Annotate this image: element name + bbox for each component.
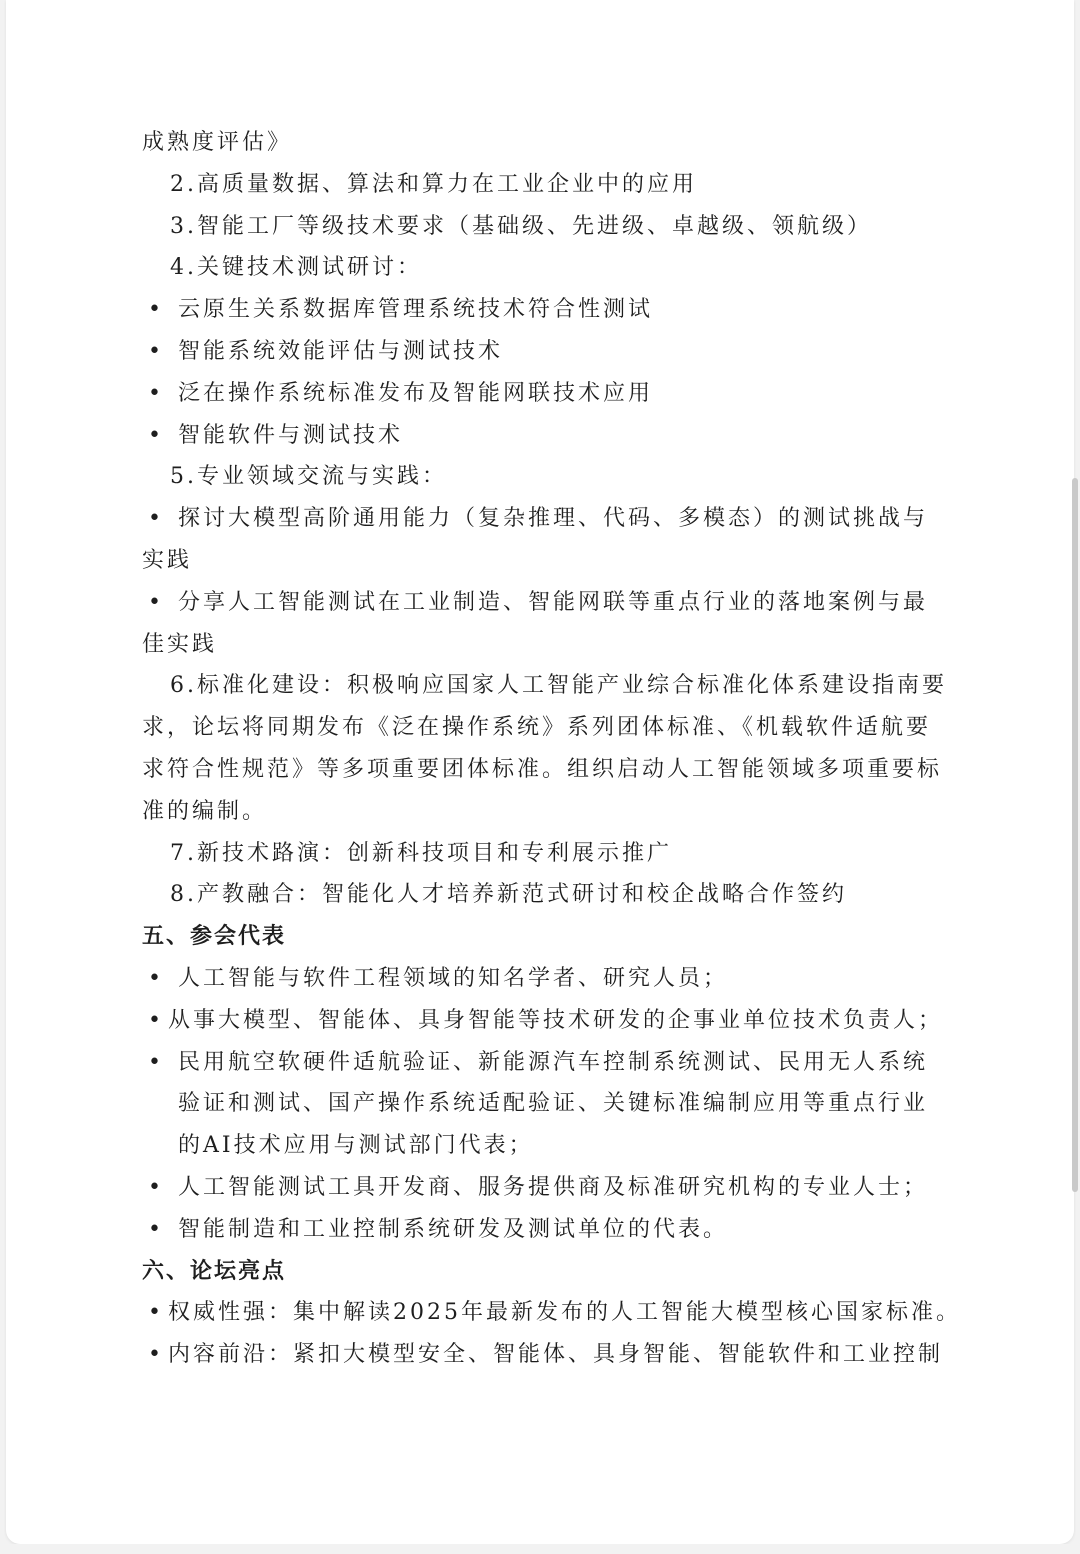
bullet-icon: • <box>148 965 164 991</box>
list-item-4: 4.关键技术测试研讨： <box>170 255 422 281</box>
bullet-text: 内容前沿：紧扣大模型安全、智能体、具身智能、智能软件和工业控制 <box>168 1342 944 1368</box>
bullet-icon: • <box>148 380 164 406</box>
bullet-item <box>142 289 972 331</box>
bullet-icon: • <box>148 1049 164 1075</box>
bullet-text: 人工智能测试工具开发商、服务提供商及标准研究机构的专业人士； <box>178 1174 929 1200</box>
bullet-icon: • <box>148 297 164 323</box>
text-line: 求符合性规范》等多项重要团体标准。组织启动人工智能领域多项重要标 <box>142 756 943 782</box>
text-line: 求，论坛将同期发布《泛在操作系统》系列团体标准、《机载软件适航要 <box>142 715 932 741</box>
bullet-icon: • <box>148 1300 164 1326</box>
bullet-item <box>142 331 972 373</box>
bullet-text: 分享人工智能测试在工业制造、智能网联等重点行业的落地案例与最 <box>178 589 929 615</box>
document-page <box>6 0 1074 1544</box>
document-body <box>142 122 972 1376</box>
bullet-icon: • <box>148 506 164 532</box>
list-item-2: 2.高质量数据、算法和算力在工业企业中的应用 <box>170 171 697 197</box>
text-line: 准的编制。 <box>142 798 268 824</box>
section-heading-5: 五、参会代表 <box>142 923 287 950</box>
bullet-text: 智能制造和工业控制系统研发及测试单位的代表。 <box>178 1216 729 1242</box>
scrollbar[interactable] <box>1072 478 1078 1192</box>
bullet-icon: • <box>148 1342 164 1368</box>
text-line: 佳实践 <box>142 631 218 657</box>
bullet-text: 民用航空软硬件适航验证、新能源汽车控制系统测试、民用无人系统 <box>178 1049 929 1075</box>
bullet-text: 智能系统效能评估与测试技术 <box>178 338 504 364</box>
bullet-icon: • <box>148 589 164 615</box>
bullet-item <box>142 373 972 415</box>
bullet-text: 探讨大模型高阶通用能力（复杂推理、代码、多模态）的测试挑战与 <box>178 506 929 532</box>
section-heading-6: 六、论坛亮点 <box>142 1257 287 1284</box>
bullet-item <box>142 498 972 540</box>
text-line: 验证和测试、国产操作系统适配验证、关键标准编制应用等重点行业 <box>178 1091 929 1117</box>
bullet-item <box>142 1334 972 1376</box>
bullet-icon: • <box>148 1174 164 1200</box>
list-item-6: 6.标准化建设：积极响应国家人工智能产业综合标准化体系建设指南要 <box>170 673 947 699</box>
bullet-item <box>142 1292 972 1334</box>
bullet-icon: • <box>148 1216 164 1242</box>
bullet-item <box>142 415 972 457</box>
bullet-text: 泛在操作系统标准发布及智能网联技术应用 <box>178 380 654 406</box>
list-item-5: 5.专业领域交流与实践： <box>170 464 447 490</box>
bullet-text: 权威性强：集中解读2025年最新发布的人工智能大模型核心国家标准。 <box>168 1300 961 1326</box>
text-line: 的AI技术应用与测试部门代表； <box>178 1133 534 1159</box>
bullet-item <box>142 1167 972 1209</box>
bullet-item <box>142 1042 972 1084</box>
bullet-text: 从事大模型、智能体、具身智能等技术研发的企事业单位技术负责人； <box>168 1007 944 1033</box>
bullet-item <box>142 958 972 1000</box>
bullet-item <box>142 582 972 624</box>
bullet-icon: • <box>148 1007 164 1033</box>
bullet-icon: • <box>148 422 164 448</box>
text-line: 实践 <box>142 547 193 573</box>
bottom-gutter <box>0 1544 1080 1554</box>
bullet-icon: • <box>148 338 164 364</box>
bullet-text: 人工智能与软件工程领域的知名学者、研究人员； <box>178 965 729 991</box>
bullet-item <box>142 1209 972 1251</box>
list-item-8: 8.产教融合：智能化人才培养新范式研讨和校企战略合作签约 <box>170 882 847 908</box>
list-item-7: 7.新技术路演：创新科技项目和专利展示推广 <box>170 840 672 866</box>
text-line: 成熟度评估》 <box>142 130 293 155</box>
bullet-text: 智能软件与测试技术 <box>178 422 404 448</box>
list-item-3: 3.智能工厂等级技术要求（基础级、先进级、卓越级、领航级） <box>170 213 872 239</box>
bullet-item <box>142 1000 972 1042</box>
bullet-text: 云原生关系数据库管理系统技术符合性测试 <box>178 297 654 323</box>
